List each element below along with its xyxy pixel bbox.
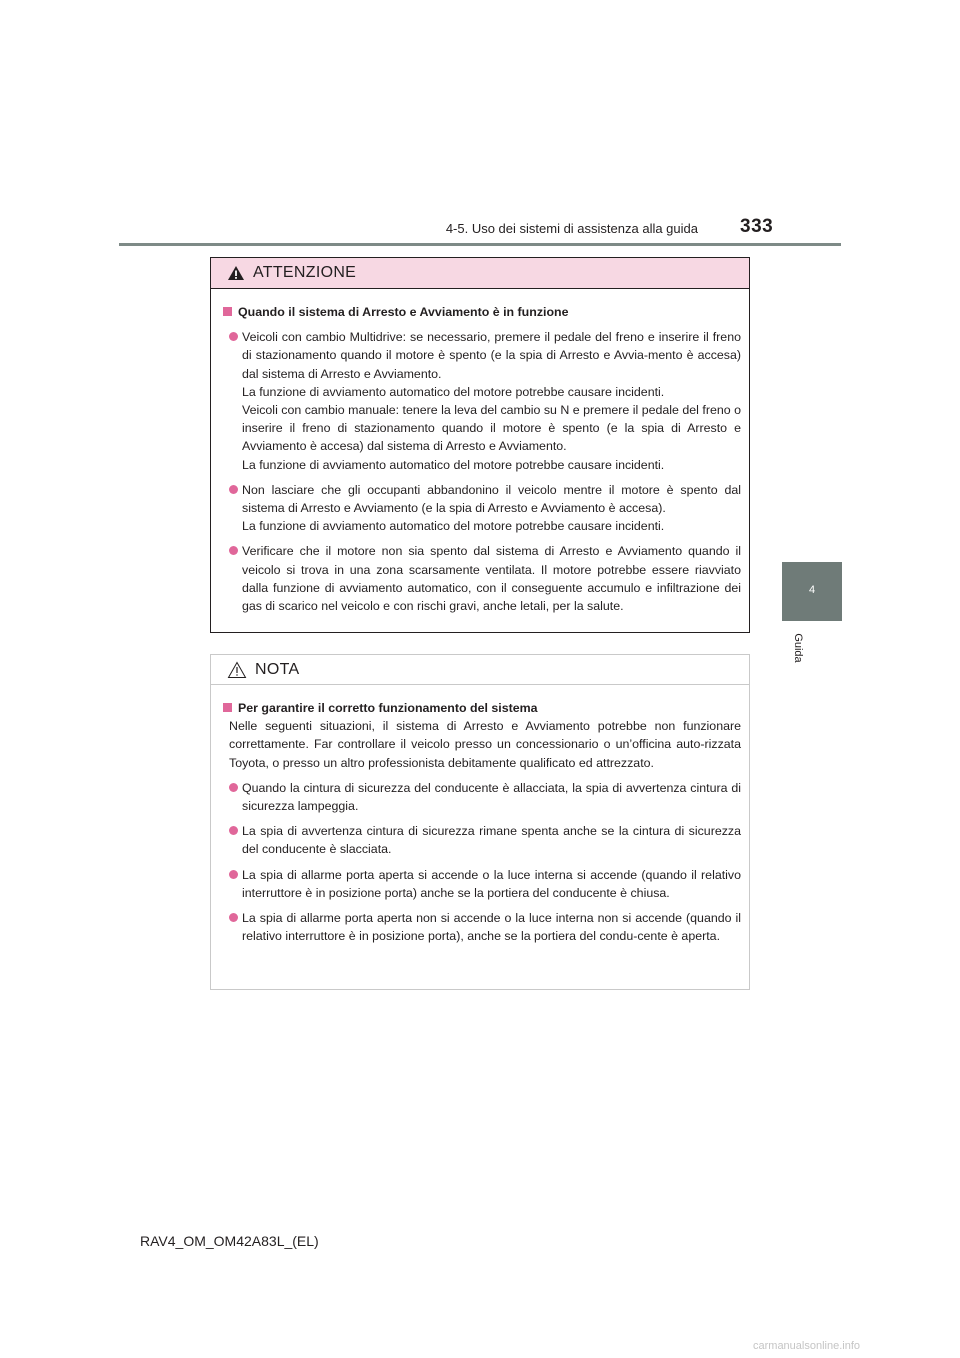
square-bullet-icon: [223, 703, 232, 712]
list-item-text: La funzione di avviamento automatico del motore potrebbe causare incidenti.: [242, 457, 665, 472]
square-bullet-icon: [223, 307, 232, 316]
warning-section-title: [223, 303, 741, 321]
chapter-label: [790, 630, 804, 690]
warning-section-title-text: Quando il sistema di Arresto e Avviamento è in funzione: [238, 305, 569, 319]
warning-title: ATTENZIONE: [253, 264, 357, 281]
list-item-text: La spia di allarme porta aperta non si accende o la luce interna non si accende (quando il relativo interruttore è in posizione porta), anche se la portiera del condu-cente è aperta.: [242, 911, 741, 944]
list-item: [223, 822, 741, 858]
warning-body: [211, 289, 749, 615]
watermark-link[interactable]: carmanualsonline.info: [753, 1340, 861, 1352]
list-item-text: Verificare che il motore non sia spento dal sistema di Arresto e Avviamento quando il veicolo si trova in una zona scarsamente ventilata. Il motore potrebbe essere riavviato dalla funzione di avviamento automatico, con il conseguente accumulo e infiltrazione dei gas di scarico nel veicolo e con rischi gravi, anche letali, per la salute.: [242, 544, 741, 614]
list-item-text: La spia di avvertenza cintura di sicurezza rimane spenta anche se la cintura di sicurezza del conducente è slacciata.: [242, 824, 741, 857]
list-item-text: La funzione di avviamento automatico del motore potrebbe causare incidenti.: [242, 519, 665, 534]
bullet-dot-icon: [229, 913, 238, 922]
list-item-text: Veicoli con cambio manuale: tenere la leva del cambio su N e premere il pedale del freno o inserire il freno di stazionamento quando il motore è spento (e la spia di Arresto e Avviamento è accesa) dal sistema di Arresto e Avviamento.: [242, 403, 741, 454]
warning-header: [211, 258, 749, 289]
list-item-text: Veicoli con cambio Multidrive: se necessario, premere il pedale del freno e inserire il freno di stazionamento quando il motore è spento (e la spia di Arresto e Avvia-mento è accesa) dal sistema di Arresto e Avviamento.: [242, 330, 741, 381]
header-divider: [119, 243, 841, 246]
list-item-text: Quando la cintura di sicurezza del conducente è allacciata, la spia di avvertenza cintura di sicurezza lampeggia.: [242, 780, 741, 814]
list-item-text: Non lasciare che gli occupanti abbandonino il veicolo mentre il motore è spento dal sistema di Arresto e Avviamento (e la spia di Arresto e Avviamento è accesa).: [242, 482, 741, 516]
note-section-title: [223, 699, 741, 717]
warning-box: [210, 257, 750, 633]
note-body: [211, 685, 749, 945]
list-item: [223, 866, 741, 902]
chapter-number: 4: [808, 584, 816, 596]
bullet-dot-icon: [229, 870, 238, 879]
page-number: 333: [740, 216, 774, 237]
document-id: RAV4_OM_OM42A83L_(EL): [140, 1233, 319, 1249]
bullet-dot-icon: [229, 826, 238, 835]
list-item: [223, 909, 741, 945]
chapter-label-text: Guida: [792, 633, 804, 663]
note-intro: Nelle seguenti situazioni, il sistema di Arresto e Avviamento potrebbe non funzionare correttamente. Far controllare il veicolo presso un concessionario o un’officina auto-rizzata Toyota, o presso un altro professionista debitamente qualificato ed attrezzato.: [229, 719, 741, 770]
note-section-title-text: Per garantire il corretto funzionamento del sistema: [238, 701, 538, 715]
warning-triangle-icon: [227, 265, 245, 281]
note-header: [211, 655, 749, 685]
bullet-dot-icon: [229, 332, 238, 341]
bullet-dot-icon: [229, 485, 238, 494]
bullet-dot-icon: [229, 546, 238, 555]
note-box: [210, 654, 750, 990]
note-title: NOTA: [255, 660, 300, 678]
list-item: [223, 779, 741, 815]
list-item: [223, 328, 741, 474]
list-item-text: La spia di allarme porta aperta si accende o la luce interna si accende (quando il relativo interruttore è in posizione porta) anche se la portiera del conducente è chiusa.: [242, 867, 741, 900]
caution-triangle-outline-icon: [227, 661, 247, 679]
list-item-text: La funzione di avviamento automatico del motore potrebbe causare incidenti.: [242, 384, 665, 399]
bullet-dot-icon: [229, 783, 238, 792]
section-header: 4-5. Uso dei sistemi di assistenza alla guida: [445, 221, 698, 236]
list-item: [223, 542, 741, 615]
chapter-tab[interactable]: [782, 562, 842, 621]
list-item: [223, 481, 741, 536]
